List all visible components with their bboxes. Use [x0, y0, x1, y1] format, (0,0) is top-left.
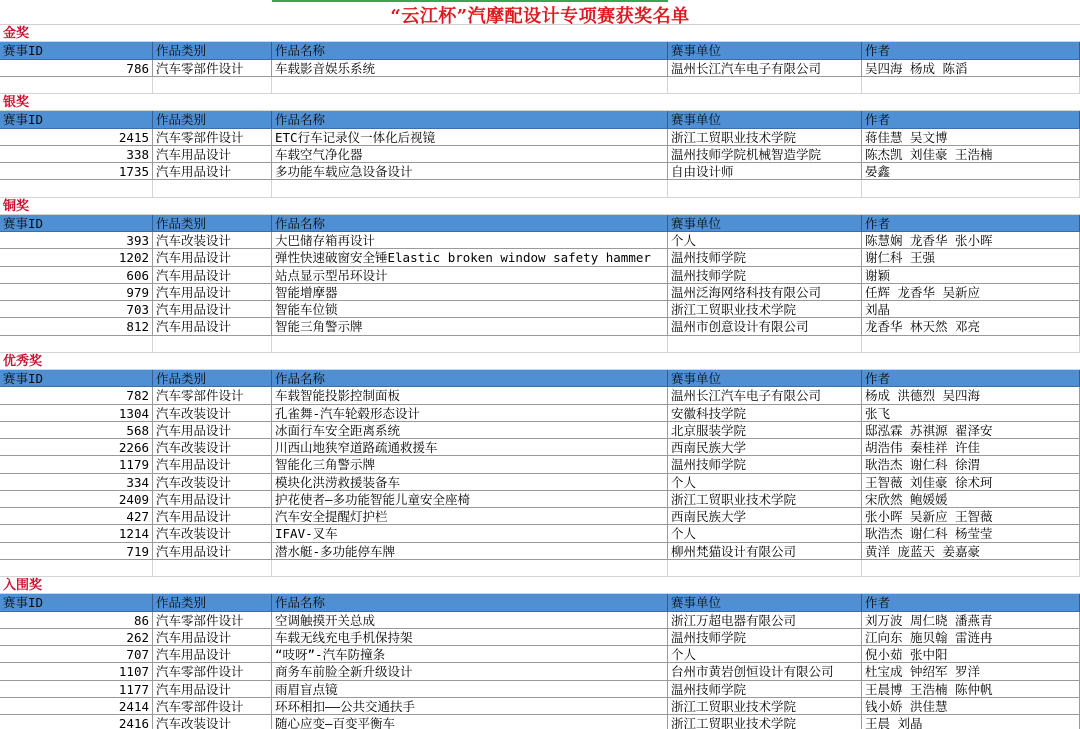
cell-organization[interactable]: 柳州梵猫设计有限公司 — [668, 543, 862, 559]
cell-work-name[interactable]: 车载无线充电手机保持架 — [272, 629, 668, 645]
cell-event-id[interactable]: 719 — [0, 543, 153, 559]
section-label[interactable]: 银奖 — [3, 95, 30, 110]
cell-organization[interactable]: 自由设计师 — [668, 163, 862, 179]
table-row — [0, 405, 1080, 422]
header-organization[interactable]: 赛事单位 — [668, 215, 862, 231]
empty-row — [0, 336, 1080, 353]
empty-cell[interactable] — [153, 77, 272, 93]
section-label-row — [0, 353, 1080, 370]
cell-authors[interactable]: 江向东 施贝翰 雷涟冉 — [862, 629, 1080, 645]
table-row — [0, 646, 1080, 663]
cell-category[interactable]: 汽车零部件设计 — [153, 60, 272, 76]
cell-work-name[interactable]: 随心应变—百变平衡车 — [272, 715, 668, 729]
empty-cell[interactable] — [272, 336, 668, 352]
cell-event-id[interactable]: 707 — [0, 646, 153, 662]
cell-organization[interactable]: 浙江工贸职业技术学院 — [668, 715, 862, 729]
cell-category[interactable]: 汽车零部件设计 — [153, 663, 272, 679]
cell-work-name[interactable]: 川西山地狭窄道路疏通救援车 — [272, 439, 668, 455]
cell-work-name[interactable]: IFAV-叉车 — [272, 525, 668, 541]
cell-work-name[interactable]: ETC行车记录仪一体化后视镜 — [272, 129, 668, 145]
cell-authors[interactable]: 杨成 洪德烈 吴四海 — [862, 387, 1080, 403]
cell-authors[interactable]: 宋欣然 鲍媛媛 — [862, 491, 1080, 507]
section-label-row — [0, 198, 1080, 215]
column-header-row — [0, 594, 1080, 611]
cell-organization[interactable]: 温州技师学院 — [668, 267, 862, 283]
table-row — [0, 698, 1080, 715]
cell-work-name[interactable]: 护花使者—多功能智能儿童安全座椅 — [272, 491, 668, 507]
table-row — [0, 715, 1080, 729]
cell-event-id[interactable]: 1179 — [0, 456, 153, 472]
table-row — [0, 439, 1080, 456]
cell-work-name[interactable]: 智能化三角警示牌 — [272, 456, 668, 472]
cell-organization[interactable]: 个人 — [668, 474, 862, 490]
section-label-row — [0, 577, 1080, 594]
header-event-id[interactable]: 赛事ID — [0, 215, 153, 231]
table-row — [0, 249, 1080, 266]
cell-work-name[interactable]: 车载空气净化器 — [272, 146, 668, 162]
cell-authors[interactable]: 耿浩杰 谢仁科 杨莹莹 — [862, 525, 1080, 541]
header-category[interactable]: 作品类别 — [153, 370, 272, 386]
empty-cell[interactable] — [272, 77, 668, 93]
cell-work-name[interactable]: “吱呀”-汽车防撞条 — [272, 646, 668, 662]
header-authors[interactable]: 作者 — [862, 594, 1080, 610]
table-row — [0, 267, 1080, 284]
cell-work-name[interactable]: 智能增摩器 — [272, 284, 668, 300]
cell-category[interactable]: 汽车改装设计 — [153, 715, 272, 729]
table-row — [0, 232, 1080, 249]
header-work-name[interactable]: 作品名称 — [272, 42, 668, 58]
cell-organization[interactable]: 温州技师学院机械智造学院 — [668, 146, 862, 162]
table-row — [0, 525, 1080, 542]
header-work-name[interactable]: 作品名称 — [272, 111, 668, 127]
empty-cell[interactable] — [862, 180, 1080, 196]
cell-authors[interactable]: 倪小茹 张中阳 — [862, 646, 1080, 662]
cell-work-name[interactable]: 站点显示型吊环设计 — [272, 267, 668, 283]
sheet-title[interactable]: “云江杯”汽摩配设计专项赛获奖名单 — [390, 6, 690, 27]
empty-cell[interactable] — [0, 560, 153, 576]
empty-cell[interactable] — [153, 180, 272, 196]
header-work-name[interactable]: 作品名称 — [272, 215, 668, 231]
cell-work-name[interactable]: 商务车前脸全新升级设计 — [272, 663, 668, 679]
empty-cell[interactable] — [153, 560, 272, 576]
empty-cell[interactable] — [862, 77, 1080, 93]
cell-work-name[interactable]: 车载智能投影控制面板 — [272, 387, 668, 403]
cell-organization[interactable]: 安徽科技学院 — [668, 405, 862, 421]
cell-category[interactable]: 汽车改装设计 — [153, 405, 272, 421]
header-authors[interactable]: 作者 — [862, 370, 1080, 386]
cell-organization[interactable]: 浙江工贸职业技术学院 — [668, 698, 862, 714]
cell-event-id[interactable]: 1214 — [0, 525, 153, 541]
cell-work-name[interactable]: 车载影音娱乐系统 — [272, 60, 668, 76]
table-row — [0, 543, 1080, 560]
cell-work-name[interactable]: 冰面行车安全距离系统 — [272, 422, 668, 438]
cell-event-id[interactable]: 1177 — [0, 681, 153, 697]
empty-cell[interactable] — [862, 336, 1080, 352]
empty-cell[interactable] — [668, 180, 862, 196]
cell-organization[interactable]: 温州长江汽车电子有限公司 — [668, 60, 862, 76]
cell-organization[interactable]: 个人 — [668, 232, 862, 248]
cell-event-id[interactable]: 2415 — [0, 129, 153, 145]
header-work-name[interactable]: 作品名称 — [272, 370, 668, 386]
empty-cell[interactable] — [0, 77, 153, 93]
cell-event-id[interactable]: 1735 — [0, 163, 153, 179]
table-row — [0, 129, 1080, 146]
cell-category[interactable]: 汽车用品设计 — [153, 249, 272, 265]
cell-event-id[interactable]: 393 — [0, 232, 153, 248]
table-row — [0, 508, 1080, 525]
cell-authors[interactable]: 张小晖 吴新应 王智薇 — [862, 508, 1080, 524]
column-header-row — [0, 215, 1080, 232]
cell-organization[interactable]: 温州长江汽车电子有限公司 — [668, 387, 862, 403]
cell-category[interactable]: 汽车用品设计 — [153, 422, 272, 438]
cell-category[interactable]: 汽车用品设计 — [153, 491, 272, 507]
empty-cell[interactable] — [668, 77, 862, 93]
header-category[interactable]: 作品类别 — [153, 594, 272, 610]
header-category[interactable]: 作品类别 — [153, 111, 272, 127]
cell-authors[interactable]: 钱小娇 洪佳慧 — [862, 698, 1080, 714]
cell-organization[interactable]: 台州市黄岩创恒设计有限公司 — [668, 663, 862, 679]
empty-cell[interactable] — [153, 336, 272, 352]
cell-category[interactable]: 汽车用品设计 — [153, 681, 272, 697]
cell-authors[interactable]: 任辉 龙香华 吴新应 — [862, 284, 1080, 300]
empty-row — [0, 560, 1080, 577]
cell-organization[interactable]: 温州技师学院 — [668, 681, 862, 697]
header-organization[interactable]: 赛事单位 — [668, 42, 862, 58]
empty-row — [0, 77, 1080, 94]
cell-event-id[interactable]: 427 — [0, 508, 153, 524]
cell-organization[interactable]: 北京服装学院 — [668, 422, 862, 438]
cell-event-id[interactable]: 1107 — [0, 663, 153, 679]
cell-organization[interactable]: 西南民族大学 — [668, 439, 862, 455]
cell-work-name[interactable]: 潜水艇-多功能停车牌 — [272, 543, 668, 559]
cell-event-id[interactable]: 2409 — [0, 491, 153, 507]
cell-category[interactable]: 汽车用品设计 — [153, 301, 272, 317]
cell-work-name[interactable]: 智能三角警示牌 — [272, 318, 668, 334]
cell-authors[interactable]: 王智薇 刘佳豪 徐术珂 — [862, 474, 1080, 490]
table-row — [0, 491, 1080, 508]
header-authors[interactable]: 作者 — [862, 111, 1080, 127]
cell-category[interactable]: 汽车用品设计 — [153, 646, 272, 662]
cell-event-id[interactable]: 812 — [0, 318, 153, 334]
cell-event-id[interactable]: 786 — [0, 60, 153, 76]
table-row — [0, 301, 1080, 318]
cell-organization[interactable]: 温州市创意设计有限公司 — [668, 318, 862, 334]
cell-work-name[interactable]: 环环相扣——公共交通扶手 — [272, 698, 668, 714]
cell-category[interactable]: 汽车改装设计 — [153, 232, 272, 248]
cell-category[interactable]: 汽车用品设计 — [153, 629, 272, 645]
cell-organization[interactable]: 浙江万超电器有限公司 — [668, 612, 862, 628]
section-label-row — [0, 94, 1080, 111]
table-row — [0, 318, 1080, 335]
cell-authors[interactable]: 谢仁科 王强 — [862, 249, 1080, 265]
cell-authors[interactable]: 黄洋 庞蓝天 姜嘉豪 — [862, 543, 1080, 559]
cell-authors[interactable]: 张飞 — [862, 405, 1080, 421]
cell-authors[interactable]: 王晨 刘晶 — [862, 715, 1080, 729]
cell-work-name[interactable]: 大巴储存箱再设计 — [272, 232, 668, 248]
cell-event-id[interactable]: 338 — [0, 146, 153, 162]
cell-work-name[interactable]: 雨眉盲点镜 — [272, 681, 668, 697]
cell-event-id[interactable]: 334 — [0, 474, 153, 490]
cell-work-name[interactable]: 多功能车载应急设备设计 — [272, 163, 668, 179]
cell-authors[interactable]: 刘万波 周仁晓 潘燕青 — [862, 612, 1080, 628]
empty-cell[interactable] — [0, 180, 153, 196]
empty-cell[interactable] — [668, 336, 862, 352]
header-authors[interactable]: 作者 — [862, 42, 1080, 58]
table-row — [0, 284, 1080, 301]
cell-authors[interactable]: 陈杰凯 刘佳豪 王浩楠 — [862, 146, 1080, 162]
cell-authors[interactable]: 晏鑫 — [862, 163, 1080, 179]
cell-organization[interactable]: 温州泛海网络科技有限公司 — [668, 284, 862, 300]
cell-category[interactable]: 汽车改装设计 — [153, 474, 272, 490]
cell-authors[interactable]: 蒋佳慧 吴文博 — [862, 129, 1080, 145]
cell-event-id[interactable]: 1304 — [0, 405, 153, 421]
header-work-name[interactable]: 作品名称 — [272, 594, 668, 610]
cell-category[interactable]: 汽车用品设计 — [153, 318, 272, 334]
column-header-row — [0, 111, 1080, 128]
cell-category[interactable]: 汽车用品设计 — [153, 146, 272, 162]
empty-row — [0, 180, 1080, 197]
title-row — [0, 0, 1080, 25]
cell-category[interactable]: 汽车用品设计 — [153, 456, 272, 472]
cell-category[interactable]: 汽车零部件设计 — [153, 387, 272, 403]
table-row — [0, 60, 1080, 77]
cell-authors[interactable]: 龙香华 林天然 邓亮 — [862, 318, 1080, 334]
cell-authors[interactable]: 邸泓霖 苏祺源 翟泽安 — [862, 422, 1080, 438]
section-label[interactable]: 优秀奖 — [3, 353, 43, 369]
cell-category[interactable]: 汽车用品设计 — [153, 508, 272, 524]
cell-event-id[interactable]: 2414 — [0, 698, 153, 714]
cell-category[interactable]: 汽车用品设计 — [153, 163, 272, 179]
cell-category[interactable]: 汽车改装设计 — [153, 525, 272, 541]
table-row — [0, 663, 1080, 680]
cell-event-id[interactable]: 262 — [0, 629, 153, 645]
table-row — [0, 146, 1080, 163]
cell-organization[interactable]: 温州技师学院 — [668, 249, 862, 265]
cell-category[interactable]: 汽车改装设计 — [153, 439, 272, 455]
cell-event-id[interactable]: 2266 — [0, 439, 153, 455]
header-event-id[interactable]: 赛事ID — [0, 370, 153, 386]
cell-category[interactable]: 汽车零部件设计 — [153, 612, 272, 628]
cell-work-name[interactable]: 孔雀舞-汽车轮毂形态设计 — [272, 405, 668, 421]
table-row — [0, 387, 1080, 404]
table-row — [0, 681, 1080, 698]
cell-event-id[interactable]: 979 — [0, 284, 153, 300]
empty-cell[interactable] — [668, 560, 862, 576]
empty-cell[interactable] — [0, 336, 153, 352]
table-row — [0, 456, 1080, 473]
cell-work-name[interactable]: 模块化洪涝救援装备车 — [272, 474, 668, 490]
cell-event-id[interactable]: 606 — [0, 267, 153, 283]
cell-event-id[interactable]: 703 — [0, 301, 153, 317]
cell-work-name[interactable]: 智能车位锁 — [272, 301, 668, 317]
cell-event-id[interactable]: 2416 — [0, 715, 153, 729]
cell-authors[interactable]: 耿浩杰 谢仁科 徐渭 — [862, 456, 1080, 472]
header-organization[interactable]: 赛事单位 — [668, 594, 862, 610]
cell-work-name[interactable]: 弹性快速破窗安全锤Elastic broken window safety hammer — [272, 249, 668, 265]
header-event-id[interactable]: 赛事ID — [0, 594, 153, 610]
cell-organization[interactable]: 浙江工贸职业技术学院 — [668, 491, 862, 507]
cell-authors[interactable]: 杜宝成 钟绍军 罗洋 — [862, 663, 1080, 679]
cell-category[interactable]: 汽车用品设计 — [153, 267, 272, 283]
header-authors[interactable]: 作者 — [862, 215, 1080, 231]
cell-organization[interactable]: 个人 — [668, 525, 862, 541]
cell-work-name[interactable]: 汽车安全提醒灯护栏 — [272, 508, 668, 524]
table-row — [0, 422, 1080, 439]
cell-authors[interactable]: 吴四海 杨成 陈滔 — [862, 60, 1080, 76]
cell-category[interactable]: 汽车零部件设计 — [153, 129, 272, 145]
table-row — [0, 163, 1080, 180]
empty-cell[interactable] — [862, 560, 1080, 576]
cell-organization[interactable]: 浙江工贸职业技术学院 — [668, 129, 862, 145]
header-event-id[interactable]: 赛事ID — [0, 111, 153, 127]
header-category[interactable]: 作品类别 — [153, 215, 272, 231]
section-label[interactable]: 金奖 — [3, 26, 30, 41]
cell-authors[interactable]: 胡浩伟 秦桂祥 许佳 — [862, 439, 1080, 455]
table-row — [0, 629, 1080, 646]
cell-authors[interactable]: 陈慧娴 龙香华 张小晖 — [862, 232, 1080, 248]
header-organization[interactable]: 赛事单位 — [668, 111, 862, 127]
column-header-row — [0, 370, 1080, 387]
cell-organization[interactable]: 西南民族大学 — [668, 508, 862, 524]
cell-event-id[interactable]: 86 — [0, 612, 153, 628]
cell-event-id[interactable]: 782 — [0, 387, 153, 403]
cell-authors[interactable]: 刘晶 — [862, 301, 1080, 317]
cell-work-name[interactable]: 空调触摸开关总成 — [272, 612, 668, 628]
table-row — [0, 612, 1080, 629]
empty-cell[interactable] — [272, 180, 668, 196]
cell-category[interactable]: 汽车零部件设计 — [153, 698, 272, 714]
cell-authors[interactable]: 谢颖 — [862, 267, 1080, 283]
cell-event-id[interactable]: 1202 — [0, 249, 153, 265]
cell-organization[interactable]: 温州技师学院 — [668, 456, 862, 472]
cell-category[interactable]: 汽车用品设计 — [153, 284, 272, 300]
empty-cell[interactable] — [272, 560, 668, 576]
cell-organization[interactable]: 个人 — [668, 646, 862, 662]
cell-organization[interactable]: 浙江工贸职业技术学院 — [668, 301, 862, 317]
column-header-row — [0, 42, 1080, 59]
cell-authors[interactable]: 王晨博 王浩楠 陈仲帆 — [862, 681, 1080, 697]
header-category[interactable]: 作品类别 — [153, 42, 272, 58]
cell-category[interactable]: 汽车用品设计 — [153, 543, 272, 559]
section-label[interactable]: 铜奖 — [3, 198, 30, 214]
table-row — [0, 474, 1080, 491]
header-event-id[interactable]: 赛事ID — [0, 42, 153, 58]
section-label-row — [0, 25, 1080, 42]
cell-event-id[interactable]: 568 — [0, 422, 153, 438]
section-label[interactable]: 入围奖 — [3, 578, 43, 593]
cell-organization[interactable]: 温州技师学院 — [668, 629, 862, 645]
header-organization[interactable]: 赛事单位 — [668, 370, 862, 386]
